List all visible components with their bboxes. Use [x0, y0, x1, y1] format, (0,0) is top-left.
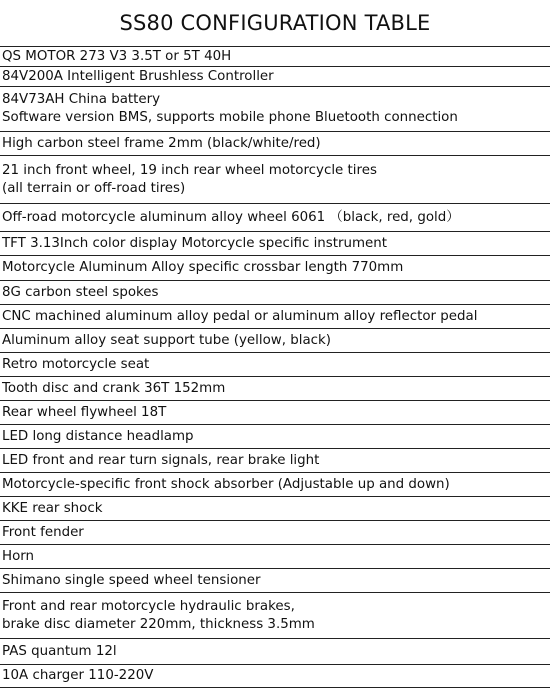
row-text: Tooth disc and crank 36T 152mm	[2, 380, 226, 396]
row-text: Retro motorcycle seat	[2, 356, 150, 372]
row-text: LED front and rear turn signals, rear brake light	[2, 452, 320, 468]
row-text: 10A charger 110-220V	[2, 668, 154, 683]
table-row	[0, 47, 550, 67]
row-text: LED long distance headlamp	[2, 428, 194, 444]
row-text: Motorcycle-specific front shock absorber (Adjustable up and down)	[2, 476, 450, 492]
row-text: (all terrain or off-road tires)	[2, 180, 186, 196]
row-text: 8G carbon steel spokes	[2, 284, 159, 300]
table-row	[0, 353, 550, 377]
table-row	[0, 329, 550, 353]
table-row	[0, 232, 550, 256]
page-title: SS80 CONFIGURATION TABLE	[0, 0, 550, 47]
row-text: Off-road motorcycle aluminum alloy wheel 6061 （black, red, gold）	[2, 209, 460, 225]
row-text: 84V200A Intelligent Brushless Controller	[2, 68, 274, 84]
table-row	[0, 132, 550, 156]
row-text: QS MOTOR 273 V3 3.5T or 5T 40H	[2, 48, 232, 64]
row-text: brake disc diameter 220mm, thickness 3.5mm	[2, 616, 315, 632]
table-row	[0, 281, 550, 305]
table-row	[0, 156, 550, 204]
table-row	[0, 639, 550, 665]
row-text: Horn	[2, 548, 35, 564]
table-row	[0, 256, 550, 281]
table-row	[0, 87, 550, 132]
table-row	[0, 665, 550, 688]
table-row	[0, 425, 550, 449]
row-text: 21 inch front wheel, 19 inch rear wheel motorcycle tires	[2, 162, 377, 178]
table-row	[0, 377, 550, 401]
row-text: Front and rear motorcycle hydraulic brakes,	[2, 598, 295, 614]
row-text: KKE rear shock	[2, 500, 103, 516]
row-text: High carbon steel frame 2mm (black/white/red)	[2, 135, 321, 151]
table-row	[0, 204, 550, 232]
table-row	[0, 593, 550, 639]
row-text: Shimano single speed wheel tensioner	[2, 572, 261, 588]
row-text: Rear wheel flywheel 18T	[2, 404, 167, 420]
table-row	[0, 473, 550, 497]
table-row	[0, 449, 550, 473]
table-row	[0, 497, 550, 521]
row-text: PAS quantum 12l	[2, 643, 117, 659]
table-row	[0, 569, 550, 593]
row-text: Software version BMS, supports mobile phone Bluetooth connection	[2, 110, 458, 125]
row-text: Front fender	[2, 524, 84, 540]
row-text: TFT 3.13Inch color display Motorcycle specific instrument	[2, 235, 388, 251]
table-row	[0, 67, 550, 87]
table-row	[0, 401, 550, 425]
row-text: Motorcycle Aluminum Alloy specific crossbar length 770mm	[2, 260, 404, 275]
table-row	[0, 521, 550, 545]
row-text: 84V73AH China battery	[2, 92, 161, 107]
table-row	[0, 305, 550, 329]
row-text: CNC machined aluminum alloy pedal or aluminum alloy reflector pedal	[2, 308, 478, 324]
configuration-table	[0, 47, 550, 688]
row-text: Aluminum alloy seat support tube (yellow, black)	[2, 332, 332, 348]
table-row	[0, 545, 550, 569]
